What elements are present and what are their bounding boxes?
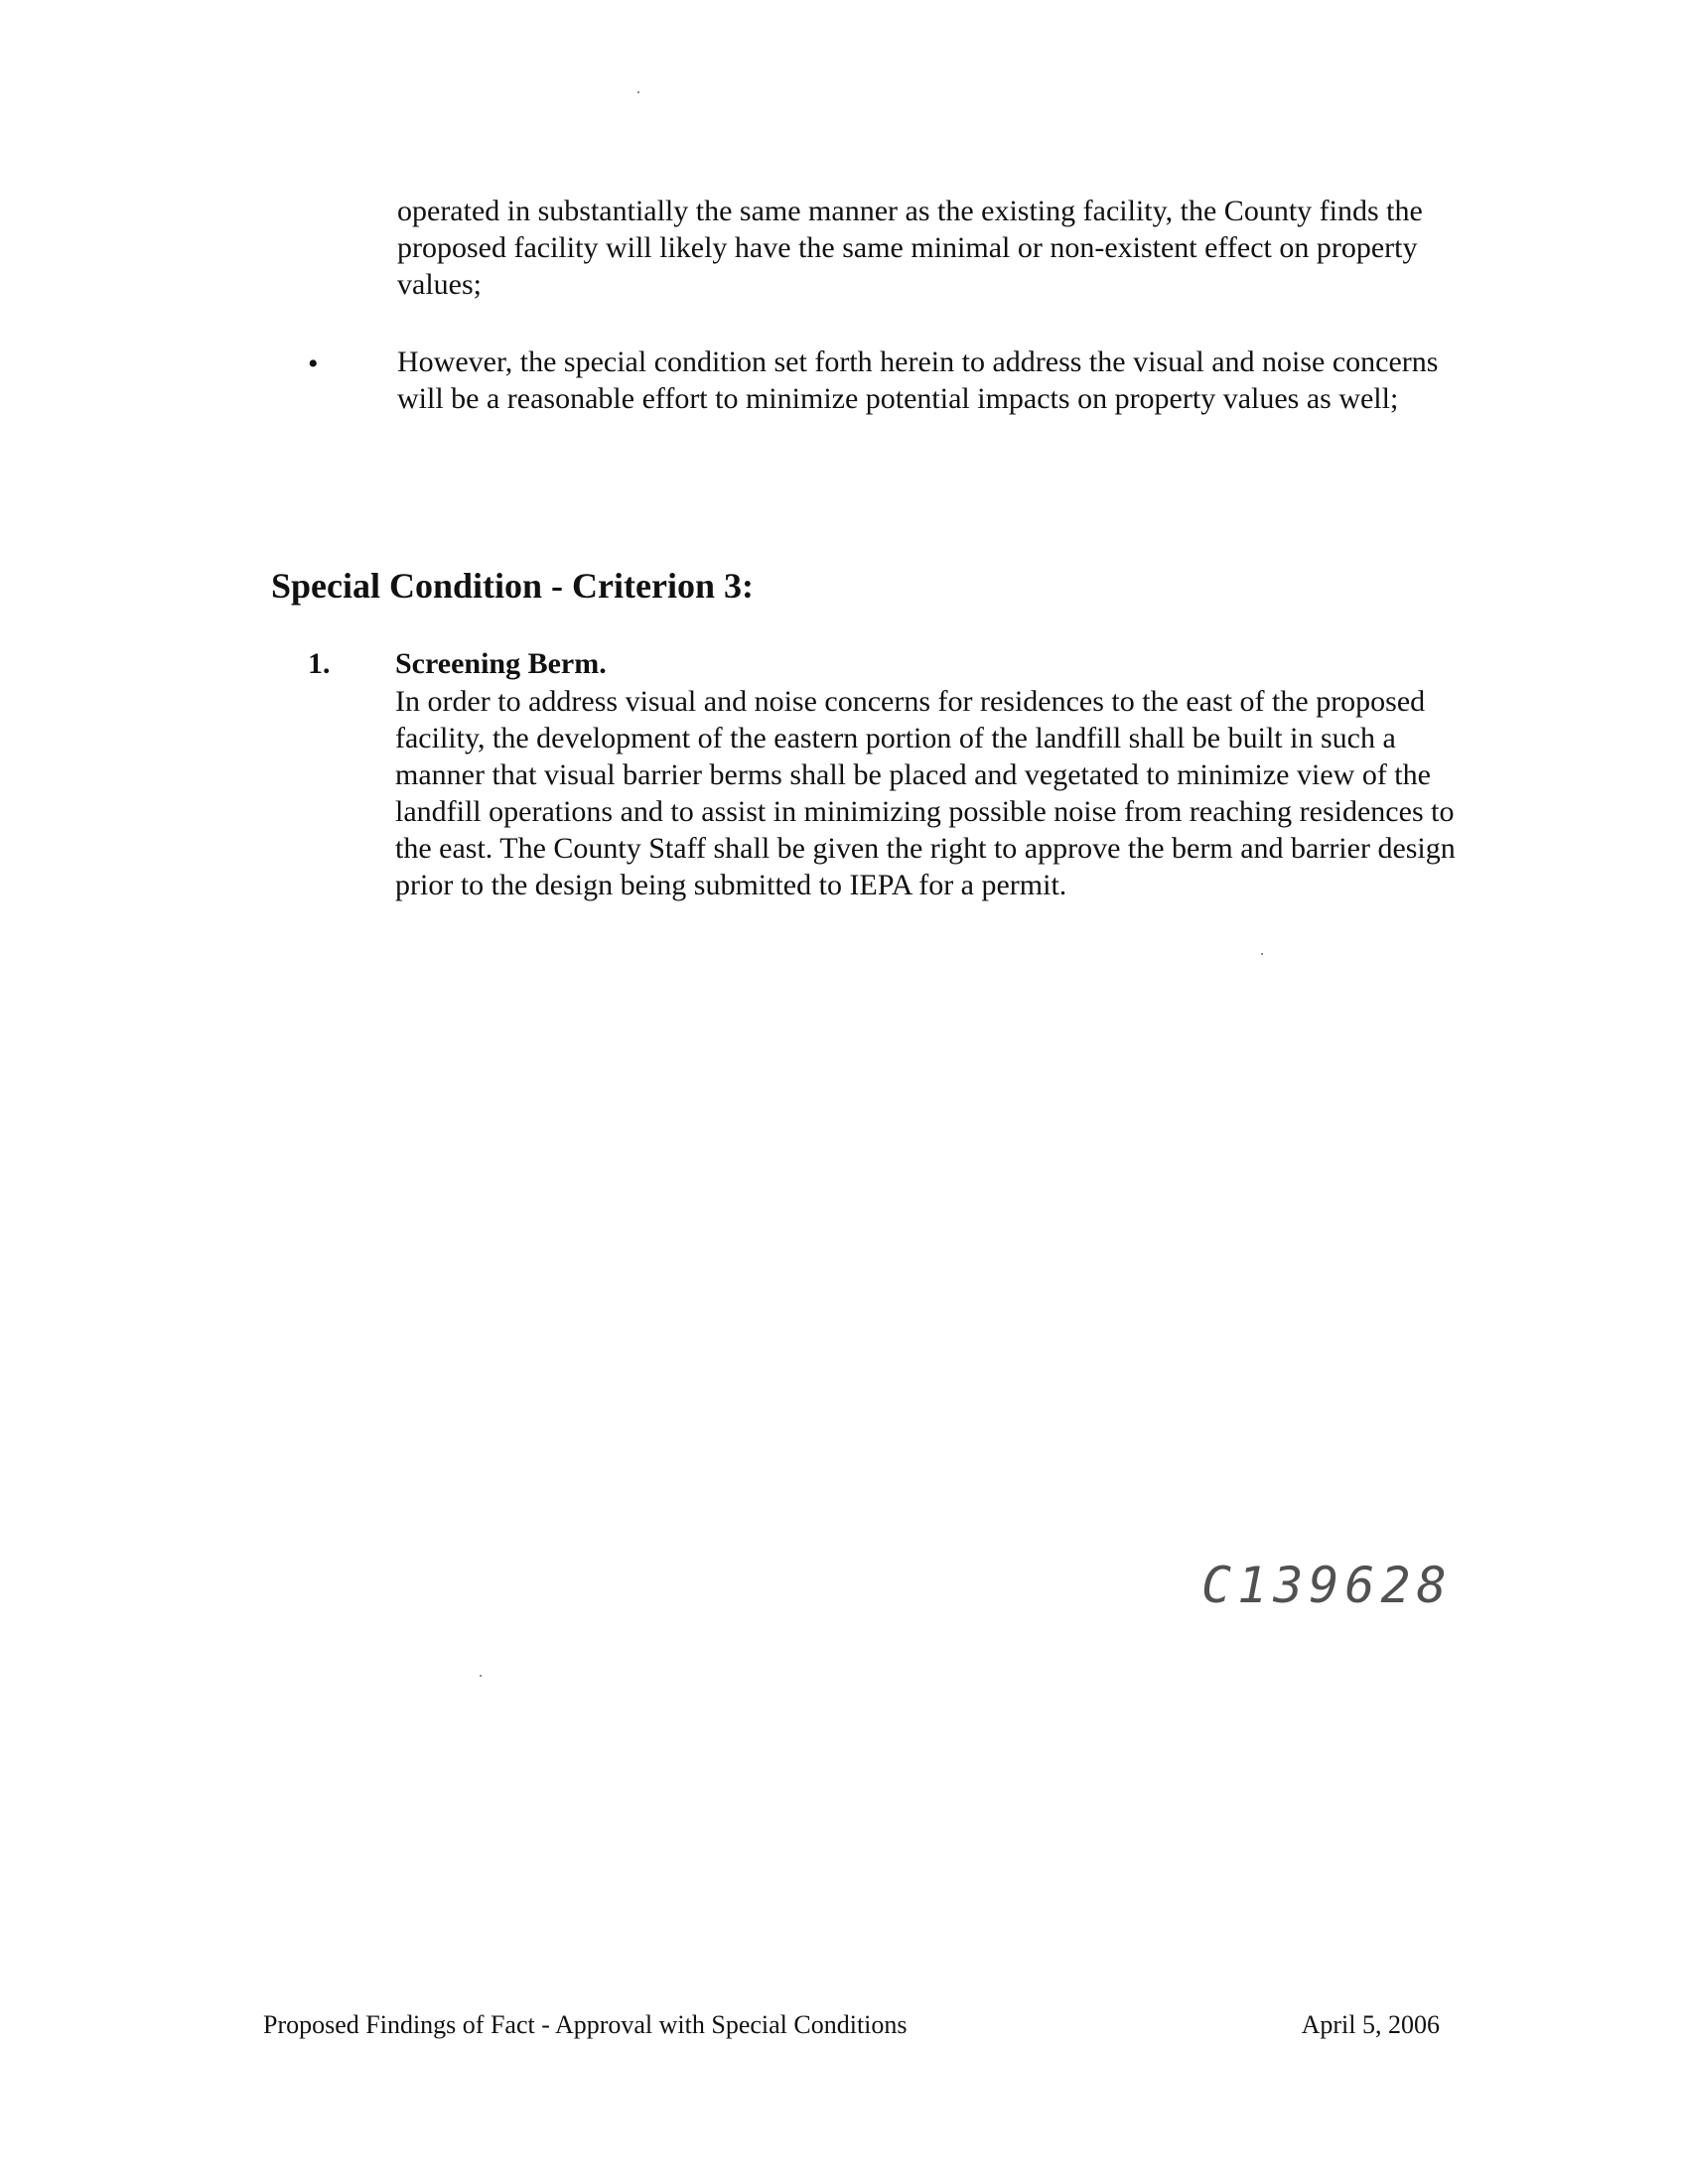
condition-text: In order to address visual and noise concerns for residences to the east of the proposed facility, the development of the eastern portion of the landfill shall be built in such a manner that visual barrier berms shall be placed and vegetated to minimize view of the landfill operations and to assist in minimizing possible noise from reaching residences to the east. The County Staff shall be given the right to approve the berm and barrier design prior to the design being submitted to IEPA for a permit. [395,685,1456,901]
document-number-stamp: C139628 [1201,1557,1453,1614]
footer-title: Proposed Findings of Fact - Approval with Special Conditions [263,2010,908,2039]
condition-title: Screening Berm. [395,647,607,680]
section-heading: Special Condition - Criterion 3: [271,566,754,606]
scan-speck [637,91,639,93]
scan-speck [480,1675,482,1677]
continuation-paragraph: operated in substantially the same manner as the existing facility, the County finds the proposed facility will likely have the same minimal or non-existent effect on property values; [397,195,1423,301]
bullet-text: However, the special condition set forth herein to address the visual and noise concerns will be a reasonable effort to minimize potential impacts on property values as well; [397,345,1439,415]
bullet-glyph: • [308,347,319,380]
scan-speck [1261,953,1263,955]
condition-number: 1. [308,647,331,680]
footer-date: April 5, 2006 [1301,2010,1440,2039]
